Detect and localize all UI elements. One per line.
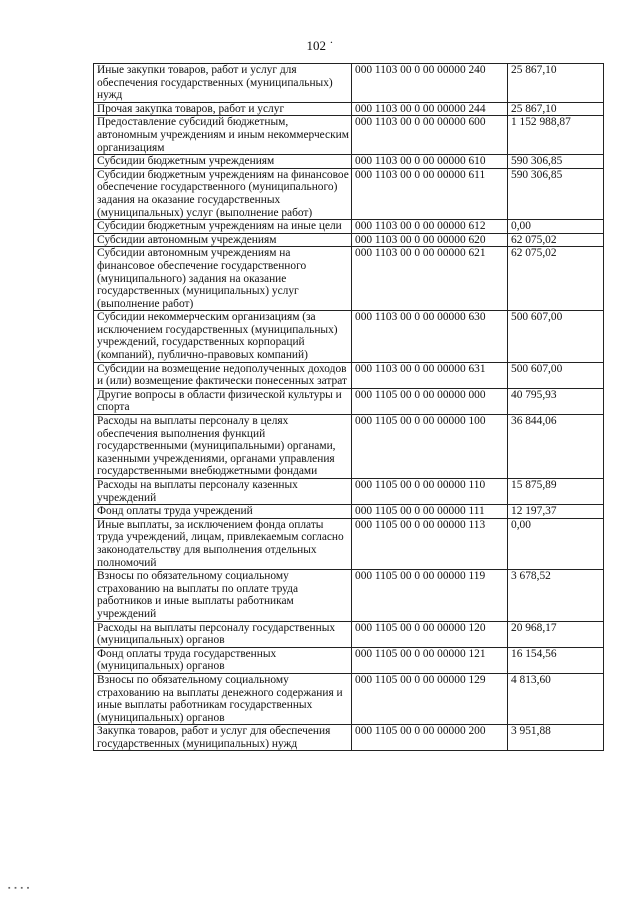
table-row: [94, 311, 604, 362]
row-amount-cell: 16 154,56: [508, 647, 604, 673]
row-name-cell: Взносы по обязательному социальному страхованию на выплаты по оплате труда работников и иные выплаты работникам учреждений: [94, 570, 352, 621]
table-row: [94, 220, 604, 234]
table-row: [94, 116, 604, 155]
row-code-cell: 000 1103 00 0 00 00000 621: [352, 247, 508, 311]
row-code-cell: 000 1105 00 0 00 00000 000: [352, 388, 508, 414]
row-name-cell: Иные закупки товаров, работ и услуг для обеспечения государственных (муниципальных) нужд: [94, 64, 352, 103]
row-name-cell: Фонд оплаты труда учреждений: [94, 505, 352, 519]
row-amount-cell: 40 795,93: [508, 388, 604, 414]
row-amount-cell: 0,00: [508, 518, 604, 569]
row-name-cell: Иные выплаты, за исключением фонда оплаты труда учреждений, лицам, привлекаемым согласно законодательству для выполнения отдельных полномочий: [94, 518, 352, 569]
row-code-cell: 000 1103 00 0 00 00000 610: [352, 155, 508, 169]
row-name-cell: Расходы на выплаты персоналу в целях обеспечения выполнения функций государственными (муниципальными) органами, казенными учреждениями, органами управления государственными внебюджетными фондами: [94, 415, 352, 479]
row-code-cell: 000 1105 00 0 00 00000 119: [352, 570, 508, 621]
row-name-cell: Расходы на выплаты персоналу государственных (муниципальных) органов: [94, 621, 352, 647]
row-code-cell: 000 1103 00 0 00 00000 612: [352, 220, 508, 234]
row-amount-cell: 36 844,06: [508, 415, 604, 479]
table-row: [94, 64, 604, 103]
row-name-cell: Прочая закупка товаров, работ и услуг: [94, 102, 352, 116]
budget-table: [93, 63, 604, 751]
row-name-cell: Субсидии автономным учреждениям: [94, 233, 352, 247]
row-code-cell: 000 1103 00 0 00 00000 244: [352, 102, 508, 116]
table-row: [94, 570, 604, 621]
table-row: [94, 505, 604, 519]
table-row: [94, 647, 604, 673]
row-code-cell: 000 1105 00 0 00 00000 120: [352, 621, 508, 647]
row-amount-cell: 500 607,00: [508, 362, 604, 388]
row-name-cell: Взносы по обязательному социальному страхованию на выплаты денежного содержания и иные выплаты работникам государственных (муниципальных) органов: [94, 673, 352, 724]
row-amount-cell: 3 951,88: [508, 725, 604, 751]
row-code-cell: 000 1105 00 0 00 00000 129: [352, 673, 508, 724]
table-row: [94, 362, 604, 388]
row-code-cell: 000 1105 00 0 00 00000 200: [352, 725, 508, 751]
page-number: 102 ˙: [306, 38, 334, 53]
row-amount-cell: 25 867,10: [508, 102, 604, 116]
row-name-cell: Фонд оплаты труда государственных (муниципальных) органов: [94, 647, 352, 673]
row-amount-cell: 590 306,85: [508, 155, 604, 169]
row-amount-cell: 12 197,37: [508, 505, 604, 519]
table-row: [94, 102, 604, 116]
row-amount-cell: 15 875,89: [508, 479, 604, 505]
table-row: [94, 415, 604, 479]
table-row: [94, 725, 604, 751]
row-amount-cell: 500 607,00: [508, 311, 604, 362]
row-amount-cell: 4 813,60: [508, 673, 604, 724]
row-amount-cell: 0,00: [508, 220, 604, 234]
row-code-cell: 000 1105 00 0 00 00000 113: [352, 518, 508, 569]
row-name-cell: Субсидии некоммерческим организациям (за исключением государственных (муниципальных) учреждений, государственных корпораций (компаний), публично-правовых компаний): [94, 311, 352, 362]
row-name-cell: Предоставление субсидий бюджетным, автономным учреждениям и иным некоммерческим организациям: [94, 116, 352, 155]
row-name-cell: Субсидии бюджетным учреждениям на финансовое обеспечение государственного (муниципального) задания на оказание государственных (муниципальных) услуг (выполнение работ): [94, 168, 352, 219]
row-code-cell: 000 1103 00 0 00 00000 611: [352, 168, 508, 219]
row-code-cell: 000 1105 00 0 00 00000 121: [352, 647, 508, 673]
table-row: [94, 479, 604, 505]
row-name-cell: Субсидии бюджетным учреждениям: [94, 155, 352, 169]
scan-corner-mark: ▪ ▪ ▪ ▪: [8, 884, 31, 892]
row-code-cell: 000 1103 00 0 00 00000 240: [352, 64, 508, 103]
row-amount-cell: 62 075,02: [508, 233, 604, 247]
table-row: [94, 621, 604, 647]
row-name-cell: Расходы на выплаты персоналу казенных учреждений: [94, 479, 352, 505]
row-code-cell: 000 1105 00 0 00 00000 110: [352, 479, 508, 505]
row-code-cell: 000 1105 00 0 00 00000 111: [352, 505, 508, 519]
table-row: [94, 233, 604, 247]
table-row: [94, 168, 604, 219]
row-name-cell: Субсидии бюджетным учреждениям на иные цели: [94, 220, 352, 234]
row-amount-cell: 1 152 988,87: [508, 116, 604, 155]
table-row: [94, 388, 604, 414]
row-code-cell: 000 1103 00 0 00 00000 631: [352, 362, 508, 388]
row-amount-cell: 25 867,10: [508, 64, 604, 103]
row-name-cell: Другие вопросы в области физической культуры и спорта: [94, 388, 352, 414]
row-code-cell: 000 1103 00 0 00 00000 620: [352, 233, 508, 247]
row-name-cell: Субсидии на возмещение недополученных доходов и (или) возмещение фактически понесенных затрат: [94, 362, 352, 388]
row-amount-cell: 20 968,17: [508, 621, 604, 647]
row-amount-cell: 3 678,52: [508, 570, 604, 621]
table-row: [94, 673, 604, 724]
table-row: [94, 518, 604, 569]
row-code-cell: 000 1103 00 0 00 00000 630: [352, 311, 508, 362]
row-amount-cell: 590 306,85: [508, 168, 604, 219]
budget-table-body: [94, 64, 604, 751]
table-row: [94, 155, 604, 169]
row-amount-cell: 62 075,02: [508, 247, 604, 311]
row-code-cell: 000 1103 00 0 00 00000 600: [352, 116, 508, 155]
row-name-cell: Закупка товаров, работ и услуг для обеспечения государственных (муниципальных) нужд: [94, 725, 352, 751]
row-name-cell: Субсидии автономным учреждениям на финансовое обеспечение государственного (муниципального) задания на оказание государственных (муниципальных) услуг (выполнение работ): [94, 247, 352, 311]
row-code-cell: 000 1105 00 0 00 00000 100: [352, 415, 508, 479]
table-row: [94, 247, 604, 311]
